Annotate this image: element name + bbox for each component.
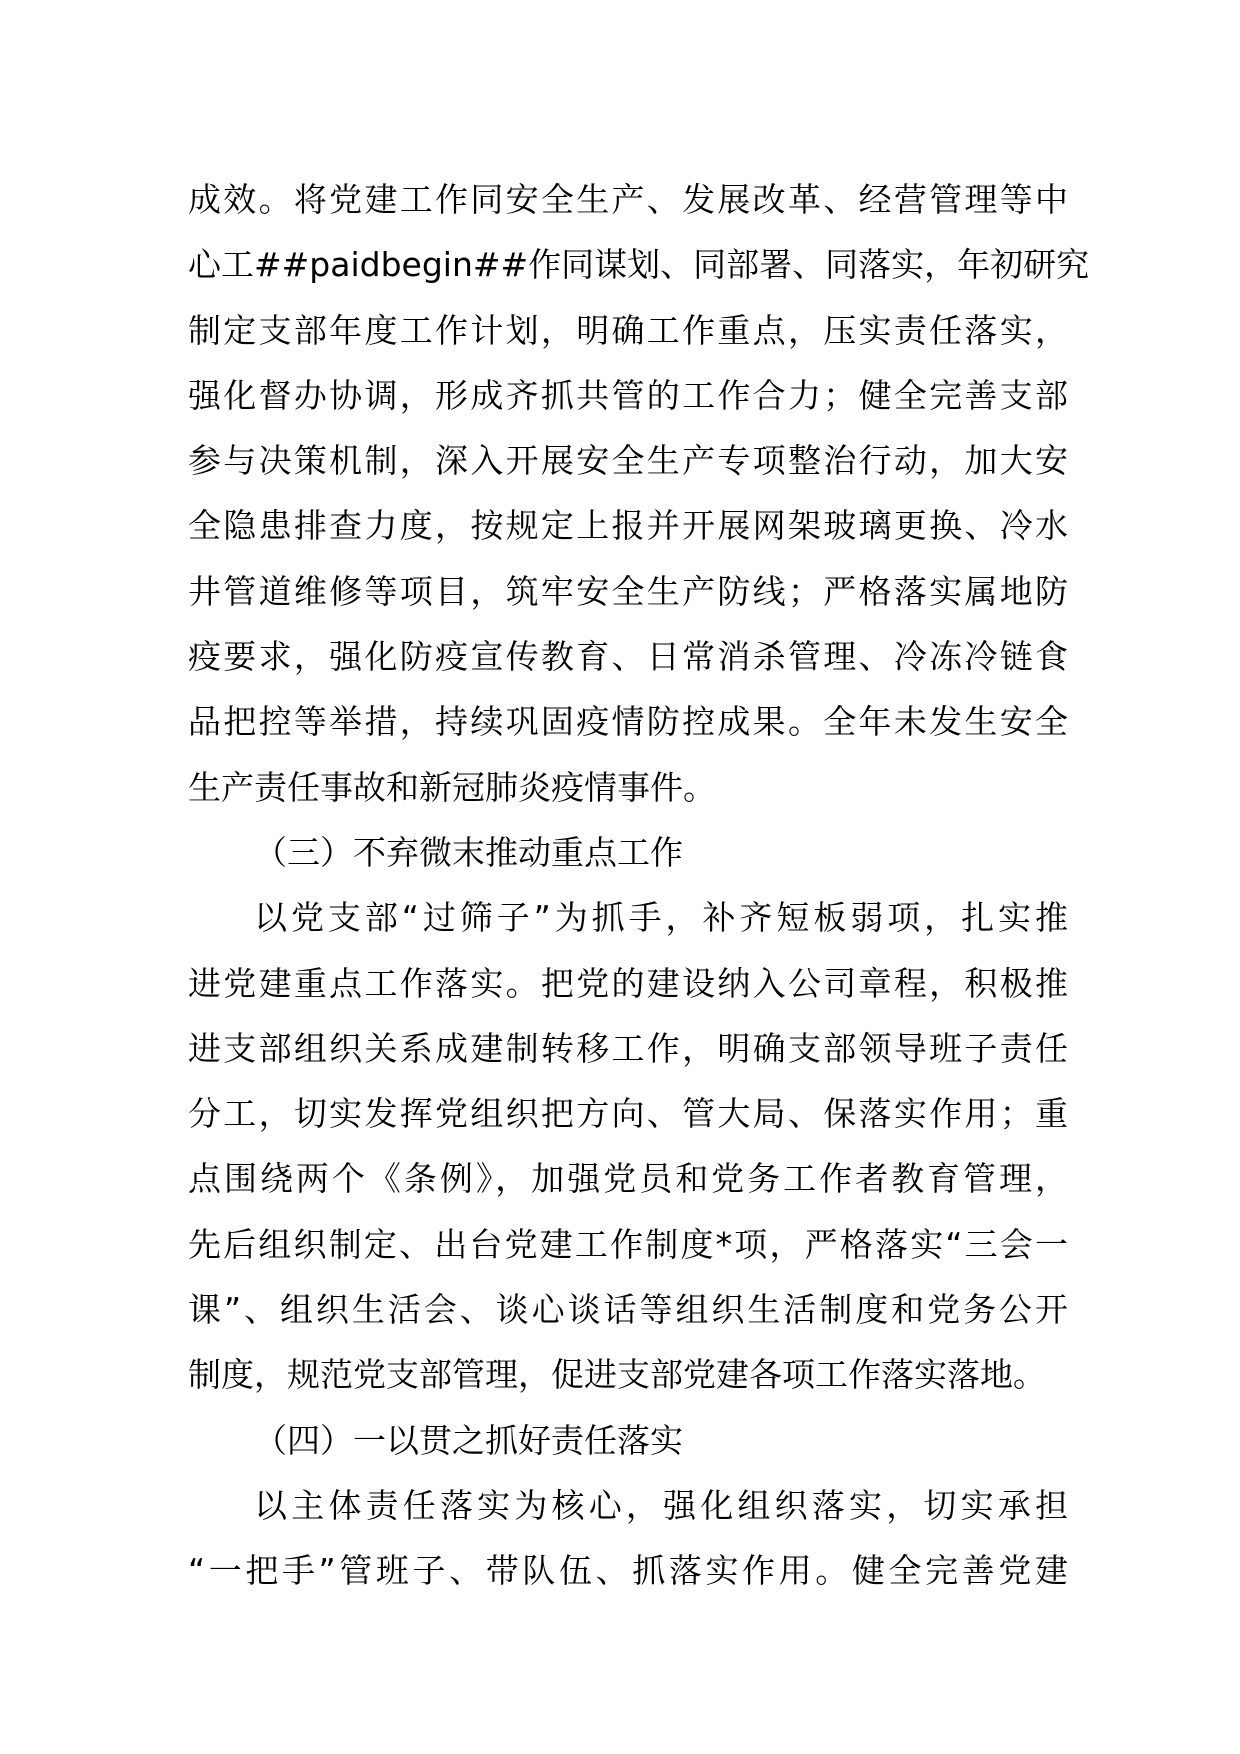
paragraph-line: 课”、组织生活会、谈心谈话等组织生活制度和党务公开 [188, 1290, 1068, 1330]
paragraph-line: 成效。将党建工作同安全生产、发展改革、经营管理等中 [188, 180, 1068, 219]
paragraph-line: 以党支部“过筛子”为抓手，补齐短板弱项，扎实推 [254, 898, 1068, 938]
paragraph-line: 井管道维修等项目，筑牢安全生产防线；严格落实属地防 [188, 571, 1068, 611]
section-heading: （四）一以贯之抓好责任落实 [254, 1420, 683, 1460]
document-body [188, 167, 1090, 1604]
paragraph-line: 以主体责任落实为核心，强化组织落实，切实承担 [254, 1485, 1068, 1525]
paragraph-line: 生产责任事故和新冠肺炎疫情事件。 [188, 767, 716, 807]
paragraph-line: 参与决策机制，深入开展安全生产专项整治行动，加大安 [188, 441, 1068, 481]
paragraph-line: 进党建重点工作落实。把党的建设纳入公司章程，积极推 [188, 963, 1068, 1003]
paragraph-line: 点围绕两个《条例》，加强党员和党务工作者教育管理， [188, 1159, 1068, 1199]
paragraph-line: 分工，切实发挥党组织把方向、管大局、保落实作用；重 [188, 1094, 1068, 1134]
paragraph-line: 心工##paidbegin##作同谋划、同部署、同落实，年初研究 [188, 245, 1090, 285]
paragraph-line: 进支部组织关系成建制转移工作，明确支部领导班子责任 [188, 1028, 1068, 1068]
paragraph-line: 全隐患排查力度，按规定上报并开展网架玻璃更换、冷水 [188, 506, 1068, 546]
paragraph-line: 制度，规范党支部管理，促进支部党建各项工作落实落地。 [188, 1355, 1046, 1395]
paragraph-line: “一把手”管班子、带队伍、抓落实作用。健全完善党建 [188, 1551, 1068, 1591]
section-heading: （三）不弃微末推动重点工作 [254, 832, 683, 872]
paragraph-line: 疫要求，强化防疫宣传教育、日常消杀管理、冷冻冷链食 [188, 637, 1068, 677]
paragraph-line: 强化督办协调，形成齐抓共管的工作合力；健全完善支部 [188, 375, 1068, 415]
paragraph-line: 品把控等举措，持续巩固疫情防控成果。全年未发生安全 [188, 702, 1068, 742]
paragraph-line: 制定支部年度工作计划，明确工作重点，压实责任落实， [188, 310, 1068, 350]
paragraph-line: 先后组织制定、出台党建工作制度*项，严格落实“三会一 [188, 1224, 1068, 1264]
